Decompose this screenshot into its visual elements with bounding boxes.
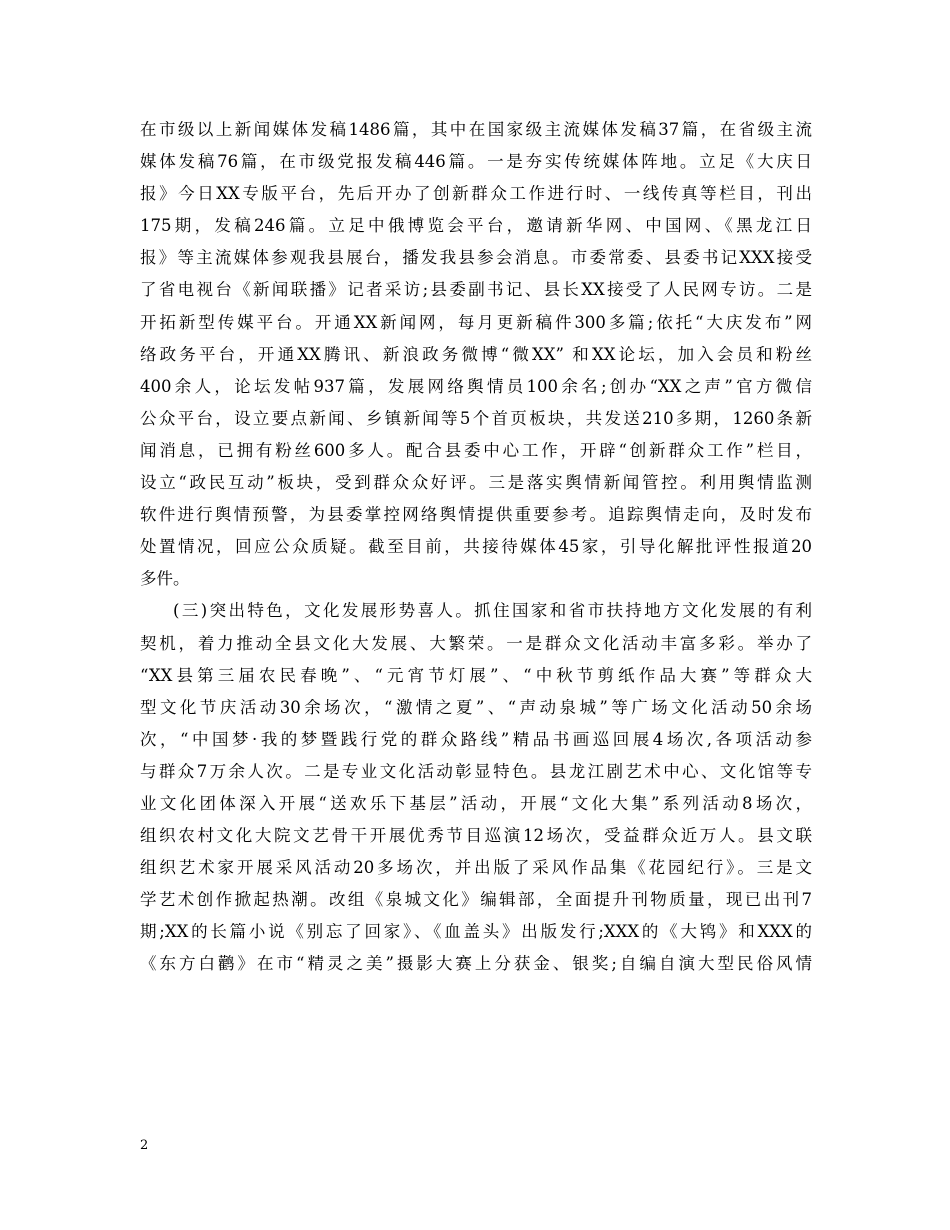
text-line: 400余人，论坛发帖937篇，发展网络舆情员100余名;创办“XX之声”官方微信 <box>140 376 812 396</box>
text-line: 软件进行舆情预警，为县委掌控网络舆情提供重要参考。追踪舆情走向，及时发布 <box>140 505 812 525</box>
text-line: 了省电视台《新闻联播》记者采访;县委副书记、县长XX接受了人民网专访。二是 <box>140 280 812 300</box>
text-line: 公众平台，设立要点新闻、乡镇新闻等5个首页板块，共发送210多期，1260条新 <box>140 408 812 428</box>
text-line: 媒体发稿76篇，在市级党报发稿446篇。一是夯实传统媒体阵地。立足《大庆日 <box>140 152 812 172</box>
page-number: 2 <box>140 1138 149 1153</box>
paragraph-culture-development <box>140 595 812 980</box>
text-line: 期;XX的长篇小说《别忘了回家》、《血盖头》出版发行;XXX的《大鸨》和XXX的 <box>140 922 812 942</box>
text-line: 报》今日XX专版平台，先后开办了创新群众工作进行时、一线传真等栏目，刊出 <box>140 184 812 204</box>
text-line: 处置情况，回应公众质疑。截至目前，共接待媒体45家，引导化解批评性报道20 <box>140 537 812 557</box>
text-line: 175期，发稿246篇。立足中俄博览会平台，邀请新华网、中国网、《黑龙江日 <box>140 216 812 236</box>
text-line: 在市级以上新闻媒体发稿1486篇，其中在国家级主流媒体发稿37篇，在省级主流 <box>140 120 812 139</box>
paragraph-media-work <box>140 114 812 595</box>
text-line: 组织艺术家开展采风活动20多场次，并出版了采风作品集《花园纪行》。三是文 <box>140 858 812 878</box>
text-line: 学艺术创作掀起热潮。改组《泉城文化》编辑部，全面提升刊物质量，现已出刊7 <box>140 890 812 910</box>
text-line: 型文化节庆活动30余场次，“激情之夏”、“声动泉城”等广场文化活动50余场 <box>140 697 812 717</box>
text-line: 组织农村文化大院文艺骨干开展优秀节目巡演12场次，受益群众近万人。县文联 <box>140 826 812 846</box>
text-line: 《东方白鹳》在市“精灵之美”摄影大赛上分获金、银奖;自编自演大型民俗风情 <box>140 954 812 974</box>
text-line: 次，“中国梦·我的梦暨践行党的群众路线”精品书画巡回展4场次,各项活动参 <box>140 729 812 749</box>
text-line: 契机，着力推动全县文化大发展、大繁荣。一是群众文化活动丰富多彩。举办了 <box>140 633 812 653</box>
text-line: 多件。 <box>140 569 190 589</box>
text-line: 开拓新型传媒平台。开通XX新闻网，每月更新稿件300多篇;依托“大庆发布”网 <box>140 312 812 332</box>
document-body <box>140 114 812 981</box>
text-line: 与群众7万余人次。二是专业文化活动彰显特色。县龙江剧艺术中心、文化馆等专 <box>140 761 812 781</box>
text-line: 报》等主流媒体参观我县展台，播发我县参会消息。市委常委、县委书记XXX接受 <box>140 248 812 268</box>
text-line: 设立“政民互动”板块，受到群众众好评。三是落实舆情新闻管控。利用舆情监测 <box>140 473 812 493</box>
text-line: 闻消息，已拥有粉丝600多人。配合县委中心工作，开辟“创新群众工作”栏目， <box>140 440 812 460</box>
text-line: 业文化团体深入开展“送欢乐下基层”活动，开展“文化大集”系列活动8场次， <box>140 793 812 813</box>
text-line: (三)突出特色，文化发展形势喜人。抓住国家和省市扶持地方文化发展的有利 <box>173 601 812 621</box>
text-line: “XX县第三届农民春晚”、“元宵节灯展”、“中秋节剪纸作品大赛”等群众大 <box>140 665 812 685</box>
text-line: 络政务平台，开通XX腾讯、新浪政务微博“微XX” 和XX论坛，加入会员和粉丝 <box>140 344 812 364</box>
